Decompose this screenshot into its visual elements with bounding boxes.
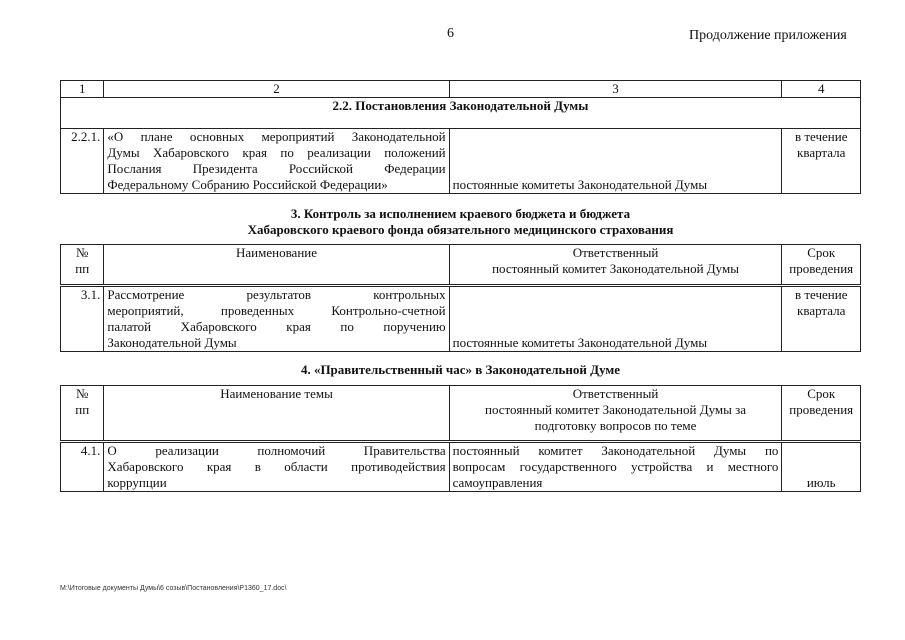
section-3-title [60, 206, 861, 238]
header-num [61, 245, 104, 286]
row-name-line: Думы Хабаровского края по реализации положений [107, 145, 446, 160]
header-responsible [449, 386, 782, 442]
section-3-title-line: Хабаровского краевого фонда обязательного медицинского страхования [247, 222, 674, 237]
header-num-line: № [76, 245, 89, 260]
row-name-line: коррупции [107, 475, 167, 490]
header-term [782, 386, 861, 442]
section-title-2-2: 2.2. Постановления Законодательной Думы [61, 98, 861, 129]
row-name-line: О реализации полномочий Правительства [107, 443, 446, 458]
header-num-line: № [76, 386, 89, 401]
row-name-line: Рассмотрение результатов контрольных [107, 287, 446, 302]
row-name [104, 286, 449, 352]
row-number: 4.1. [61, 442, 104, 492]
table-section-4 [60, 385, 861, 492]
header-name: Наименование темы [104, 386, 449, 442]
header-responsible-line: постоянный комитет Законодательной Думы [492, 261, 739, 276]
header-responsible-line: Ответственный [572, 386, 659, 401]
header-responsible-line: постоянный комитет Законодательной Думы за [485, 402, 747, 417]
header-num-line: пп [75, 402, 90, 417]
header-num-line: пп [75, 261, 90, 276]
row-name-line: мероприятий, проведенных Контрольно-счетной [107, 303, 446, 318]
table-section-3 [60, 244, 861, 352]
row-name-line: Федеральному Собранию Российской Федерации» [107, 177, 388, 192]
header-responsible [449, 245, 782, 286]
header-row [61, 245, 861, 286]
row-term-line: квартала [797, 303, 846, 318]
header-term-line: Срок [807, 386, 836, 401]
row-responsible-line: вопросам государственного устройства и местного [452, 459, 779, 474]
header-num [61, 386, 104, 442]
row-term-line: в течение [794, 287, 848, 302]
continuation-label: Продолжение приложения [689, 28, 847, 43]
row-name [104, 129, 449, 194]
row-responsible-line: самоуправления [452, 475, 543, 490]
row-responsible-line: постоянный комитет Законодательной Думы по [452, 443, 779, 458]
column-number-3: 3 [449, 81, 782, 98]
header-term-line: проведения [789, 402, 854, 417]
row-name-line: Послания Президента Российской Федерации [107, 161, 446, 176]
row-name-line: палатой Хабаровского края по поручению [107, 319, 446, 334]
footer-file-path: M:\Итоговые документы Думы\6 созыв\Постановления\P1360_17.doc\ [60, 585, 287, 592]
header-term [782, 245, 861, 286]
column-number-2: 2 [104, 81, 449, 98]
table-row [61, 442, 861, 492]
row-responsible: постоянные комитеты Законодательной Думы [449, 286, 782, 352]
row-number: 2.2.1. [61, 129, 104, 194]
row-term-line: в течение [794, 129, 848, 144]
row-name [104, 442, 449, 492]
row-responsible [449, 442, 782, 492]
column-number-4: 4 [782, 81, 861, 98]
header-responsible-line: подготовку вопросов по теме [534, 418, 697, 433]
row-number: 3.1. [61, 286, 104, 352]
section-title-row [61, 98, 861, 129]
table-section-2-2 [60, 80, 861, 194]
row-term [782, 129, 861, 194]
row-name-line: Хабаровского края в области противодействия [107, 459, 446, 474]
header-term-line: Срок [807, 245, 836, 260]
table-row [61, 129, 861, 194]
column-number-row [61, 81, 861, 98]
column-number-1: 1 [61, 81, 104, 98]
table-row [61, 286, 861, 352]
row-term: июль [782, 442, 861, 492]
page-number: 6 [447, 26, 454, 41]
row-name-line: «О плане основных мероприятий Законодательной [107, 129, 446, 144]
row-name-line: Законодательной Думы [107, 335, 237, 350]
header-name: Наименование [104, 245, 449, 286]
section-4-title: 4. «Правительственный час» в Законодательной Думе [300, 362, 621, 377]
header-responsible-line: Ответственный [572, 245, 659, 260]
row-term-line: квартала [797, 145, 846, 160]
row-term [782, 286, 861, 352]
header-term-line: проведения [789, 261, 854, 276]
row-responsible: постоянные комитеты Законодательной Думы [449, 129, 782, 194]
section-3-title-line: 3. Контроль за исполнением краевого бюджета и бюджета [290, 206, 631, 221]
header-row [61, 386, 861, 442]
